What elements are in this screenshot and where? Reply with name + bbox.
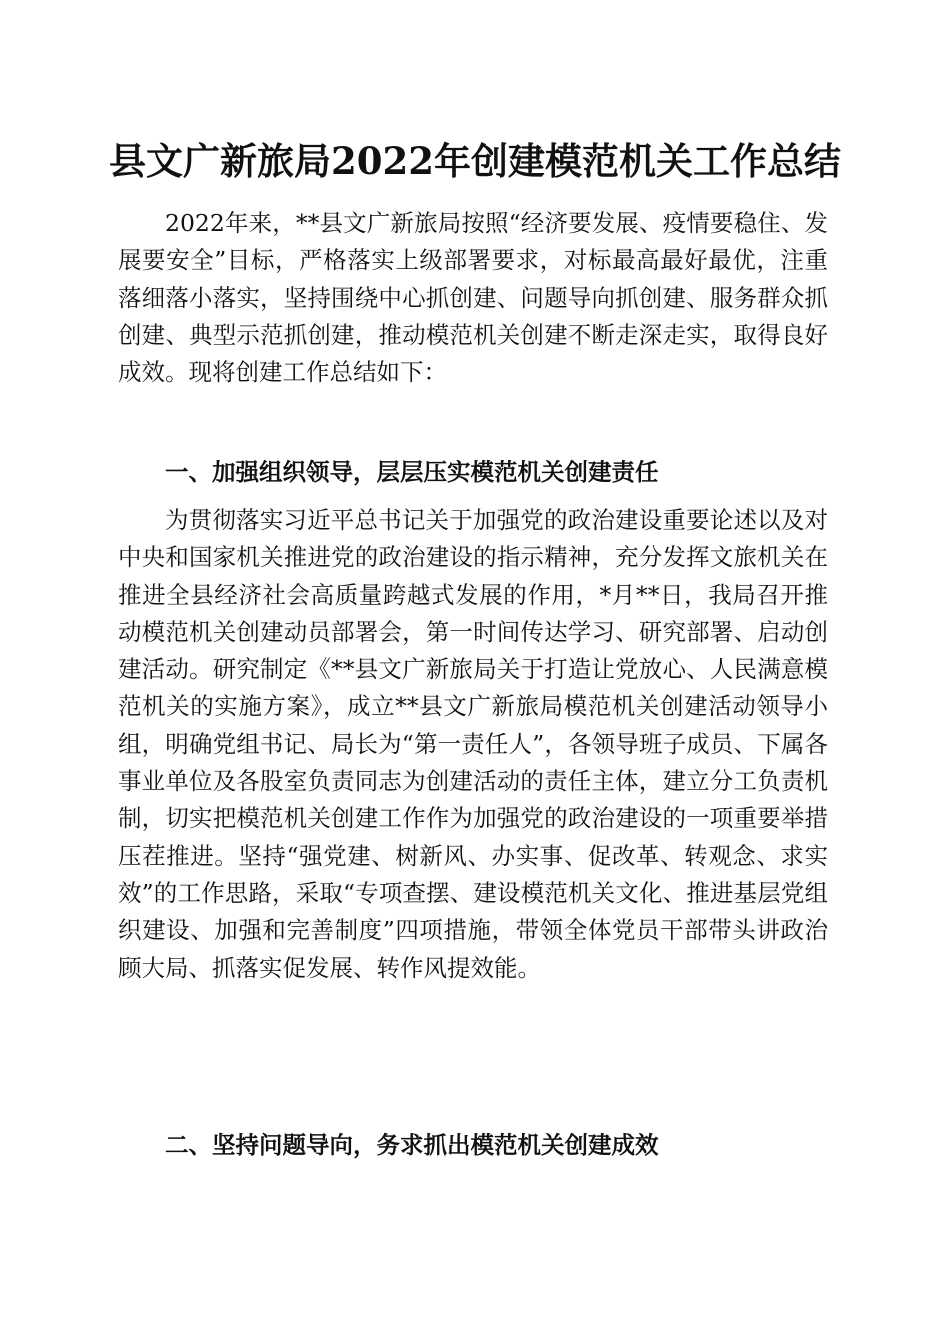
document-title: 县文广新旅局2022年创建模范机关工作总结 <box>109 139 841 183</box>
section-1-paragraph: 为贯彻落实习近平总书记关于加强党的政治建设重要论述以及对中央和国家机关推进党的政治建设的指示精神，充分发挥文旅机关在推进全县经济社会高质量跨越式发展的作用，*月**日，我局召开推动模范机关创建动员部署会，第一时间传达学习、研究部署、启动创建活动。研究制定《**县文广新旅局关于打造让党放心、人民满意模范机关的实施方案》，成立**县文广新旅局模范机关创建活动领导小组，明确党组书记、局长为“第一责任人”，各领导班子成员、下属各事业单位及各股室负责同志为创建活动的责任主体，建立分工负责机制，切实把模范机关创建工作作为加强党的政治建设的一项重要举措压茬推进。坚持“强党建、树新风、办实事、促改革、转观念、求实效”的工作思路，采取“专项查摆、建设模范机关文化、推进基层党组织建设、加强和完善制度”四项措施，带领全体党员干部带头讲政治顾大局、抓落实促发展、转作风提效能。 <box>118 506 828 982</box>
section-2-heading: 二、坚持问题导向，务求抓出模范机关创建成效 <box>165 1131 659 1159</box>
section-1-heading: 一、加强组织领导，层层压实模范机关创建责任 <box>165 458 659 486</box>
intro-paragraph: 2022年来，**县文广新旅局按照“经济要发展、疫情要稳住、发展要安全”目标，严格落实上级部署要求，对标最高最好最优，注重落细落小落实，坚持围绕中心抓创建、问题导向抓创建、服务群众抓创建、典型示范抓创建，推动模范机关创建不断走深走实，取得良好成效。现将创建工作总结如下： <box>118 209 828 387</box>
